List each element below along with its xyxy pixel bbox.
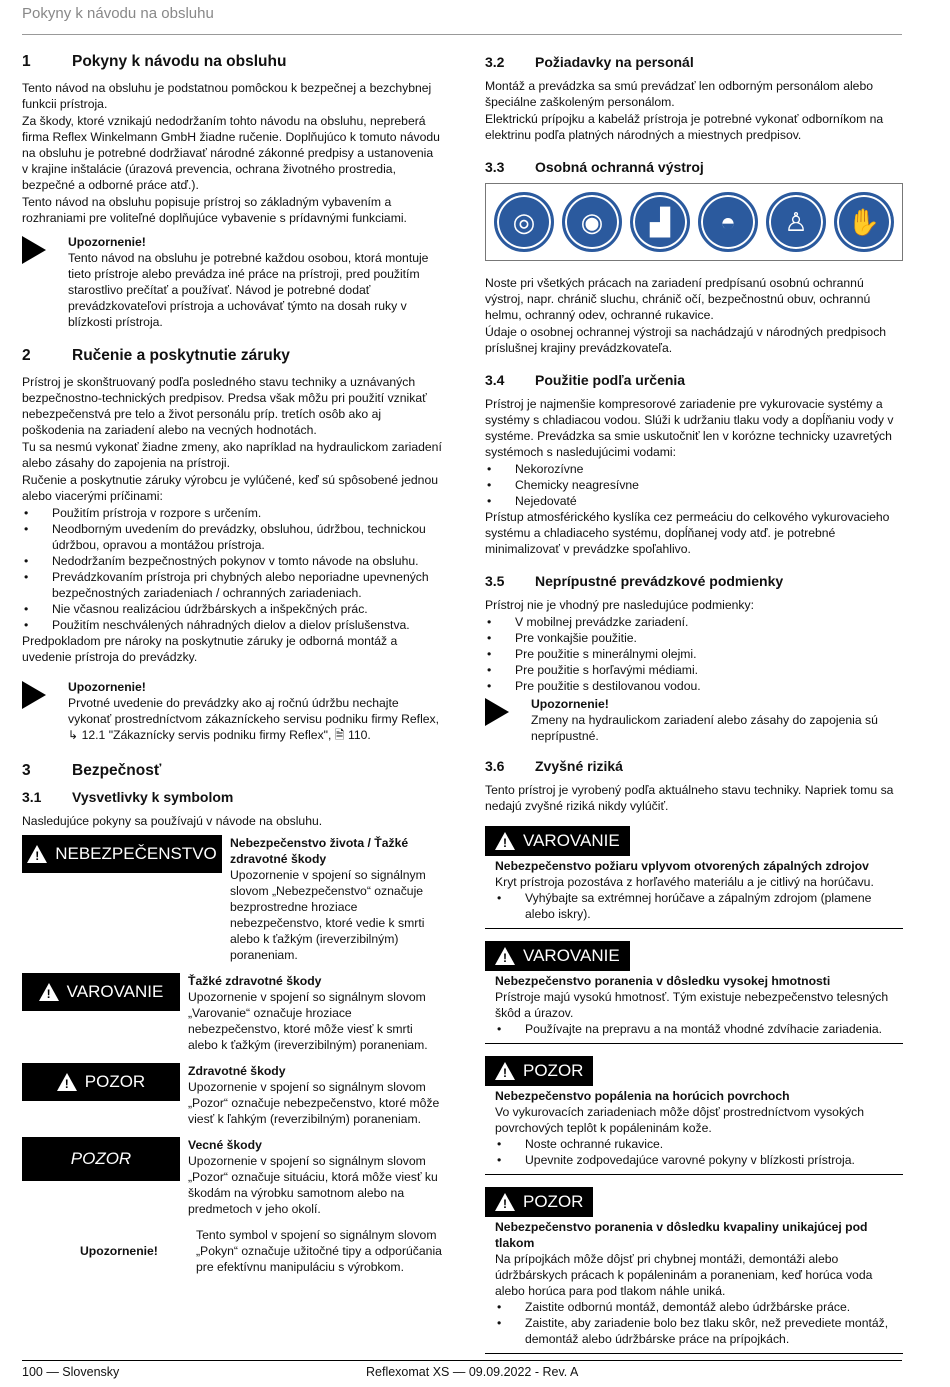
section-3-heading: 3 Bezpečnosť <box>22 762 162 779</box>
paragraph: Prístroj nie je vhodný pre nasledujúce podmienky: <box>485 598 754 612</box>
eye-protection-icon: ◉ <box>562 192 622 252</box>
safety-boots-icon: ▟ <box>630 192 690 252</box>
warning-icon <box>495 832 515 850</box>
footer-page: 100 — Slovensky <box>22 1365 120 1379</box>
paragraph: Za škody, ktoré vznikajú nedodržaním tohto návodu na obsluhu, nepreberá firma Reflex Winkelmann GmbH žiadne ručenie. Doplňujúco k tomuto návodu na obsluhu je potrebné dodržiavať národné zákonné predpisy a ustanovenia v krajine inštalácie (úrazová prevencia, ochrana životného prostredia, bezpečné a odborné práce atď.). <box>22 114 440 192</box>
section-3-6-heading: 3.6 Zvyšné riziká <box>485 758 623 774</box>
caution-signal-word: ! POZOR <box>485 1187 593 1217</box>
section-3-4-heading: 3.4 Použitie podľa určenia <box>485 372 686 388</box>
risk-box: ! POZOR Nebezpečenstvo poranenia v dôsledku kvapaliny unikajúcej pod tlakom Na prípojkách môže dôjsť pri chybnej montáži, demontáži alebo údržbárskych prácach k popáleninám a poraneniam, keď horúca voda alebo horúca para pod tlakom náhle uniká. • Zaistite odbornú montáž, demontáž alebo údržbárske práce. • Zaistite, aby zariadenie bolo bez tlaku skôr, než prevediete montáž, demontáž alebo údržbárske práce na prípojkách. <box>485 1187 903 1354</box>
list-item: • Použitím prístroja v rozpore s určením. <box>22 505 442 521</box>
warning-icon <box>495 1062 515 1080</box>
warning-icon <box>57 1073 77 1091</box>
helmet-icon: ◓ <box>698 192 758 252</box>
list-item: • Nejedovaté <box>485 493 903 509</box>
list-item: • Vyhýbajte sa extrémnej horúčave a zápalným zdrojom (plamene alebo iskry). <box>495 890 903 922</box>
warning-icon <box>495 1193 515 1211</box>
warning-signal-word: ! VAROVANIE <box>22 973 180 1011</box>
paragraph: Prístup atmosférického kyslíka cez permeáciu do celkového vykurovacieho systému a chladiaceho systému, dopĺňanej vody atď. je potrebné minimalizovať v prevádzke spoľahlivo. <box>485 510 890 556</box>
paragraph: Tu sa nesmú vykonať žiadne zmeny, ako napríklad na hydraulickom zariadení alebo zásahy do zapojenia na prístroji. <box>22 440 442 470</box>
paragraph: Nasledujúce pokyny sa používajú v návode na obsluhu. <box>22 814 323 828</box>
risk-box: ! POZOR Nebezpečenstvo popálenia na horúcich povrchoch Vo vykurovacích zariadeniach môže dôjsť prostredníctvom vysokých povrchových teplôt k popáleninám kože. • Noste ochranné rukavice. • Upevnite zodpovedajúce varovné pokyny v blízkosti prístroja. <box>485 1056 903 1175</box>
list-item: • Pre použitie s horľavými médiami. <box>485 662 903 678</box>
paragraph: Prístroj je skonštruovaný podľa posledného stavu techniky a uznávaných bezpečnostno-technických predpisov. Predsa však môžu pri použití vznikať nebezpečenstvá pre telo a život personálu príp. tretích osôb ako aj poškodenia na zariadení alebo na vecných hodnotách. <box>22 375 427 437</box>
warning-signal-word: ! VAROVANIE <box>485 941 630 971</box>
list-item: • Noste ochranné rukavice. <box>495 1136 903 1152</box>
caution-signal-word: ! POZOR <box>22 1063 180 1101</box>
section-3-3-heading: 3.3 Osobná ochranná výstroj <box>485 159 704 175</box>
paragraph: Elektrickú prípojku a kabeláž prístroja je potrebné vykonať odborníkom na elektrinu podľa platných národných a miestnych predpisov. <box>485 112 884 142</box>
section-2-heading: 2 Ručenie a poskytnutie záruky <box>22 347 290 364</box>
note-arrow-icon <box>22 679 68 743</box>
list-item: • Zaistite, aby zariadenie bolo bez tlaku skôr, než prevediete montáž, demontáž alebo údržbárske práce na prípojkách. <box>495 1315 903 1347</box>
risk-box: ! VAROVANIE Nebezpečenstvo požiaru vplyvom otvorených zápalných zdrojov Kryt prístroja pozostáva z horľavého materiálu a je citlivý na horúčavu. • Vyhýbajte sa extrémnej horúčave a zápalným zdrojom (plamene alebo iskry). <box>485 826 903 929</box>
page-header: Pokyny k návodu na obsluhu <box>22 5 214 22</box>
paragraph: Predpokladom pre nároky na poskytnutie záruky je odborná montáž a uvedenie prístroja do prevádzky. <box>22 634 398 664</box>
gloves-icon: ✋ <box>834 192 894 252</box>
header-divider <box>22 34 902 35</box>
sign-pokyn: Upozornenie! Tento symbol v spojení so signálnym slovom „Pokyn“ označuje užitočné tipy a odporúčania pre efektívnu manipuláciu s výrobkom. <box>80 1228 442 1274</box>
section-3-5-heading: 3.5 Neprípustné prevádzkové podmienky <box>485 573 784 589</box>
bullet-list <box>22 505 442 633</box>
section-1-heading: 1 Pokyny k návodu na obsluhu <box>22 53 287 70</box>
caution-signal-word: ! POZOR <box>485 1056 593 1086</box>
sign-caution: ! POZOR Zdravotné škody Upozornenie v spojení so signálnym slovom „Pozor“ označuje nebezpečenstvo, ktoré môže viesť k ľahkým (reverzibilným) poraneniam. <box>22 1063 442 1127</box>
ear-protection-icon: ◎ <box>494 192 554 252</box>
list-item: • Pre použitie s minerálnymi olejmi. <box>485 646 903 662</box>
footer-doc: Reflexomat XS — 09.09.2022 - Rev. A <box>366 1365 579 1379</box>
footer-divider <box>22 1360 902 1361</box>
note-arrow-icon <box>22 234 68 330</box>
sign-notice: POZOR Vecné škody Upozornenie v spojení so signálnym slovom „Pozor“ označuje situáciu, ktorá môže viesť ku škodám na výrobku samotnom alebo na predmetoch v jeho okolí. <box>22 1137 442 1217</box>
note-arrow-icon <box>485 696 531 744</box>
risk-box: ! VAROVANIE Nebezpečenstvo poranenia v dôsledku vysokej hmotnosti Prístroje majú vysokú hmotnosť. Tým existuje nebezpečenstvo telesných škôd a úrazov. • Používajte na prepravu a na montáž vhodné zdvíhacie zariadenia. <box>485 941 903 1044</box>
warning-icon <box>39 983 59 1001</box>
paragraph: Údaje o osobnej ochrannej výstroji sa nachádzajú v národných predpisoch príslušnej krajiny prevádzkovateľa. <box>485 325 887 355</box>
list-item: • Upevnite zodpovedajúce varovné pokyny v blízkosti prístroja. <box>495 1152 903 1168</box>
list-item: • Prevádzkovaním prístroja pri chybných alebo neporiadne upevnených bezpečnostných zariadeniach / ochranných zariadeniach. <box>22 569 442 601</box>
paragraph: Montáž a prevádzka sa smú prevádzať len odborným personálom alebo špeciálne zaškoleným personálom. <box>485 79 874 109</box>
list-item: • Nekorozívne <box>485 461 903 477</box>
danger-signal-word: ! NEBEZPEČENSTVO <box>22 835 222 873</box>
section-3-1-heading: 3.1 Vysvetlivky k symbolom <box>22 789 234 805</box>
note-block: Upozornenie! Zmeny na hydraulickom zariadení alebo zásahy do zapojenia sú neprípustné. <box>485 696 903 744</box>
warning-icon <box>495 947 515 965</box>
paragraph: Prístroj je najmenšie kompresorové zariadenie pre vykurovacie systémy a systémy s chladiacou vodou. Slúži k udržaniu tlaku vody a dopĺňaniu vody v systéme. Prevádzka sa smie uskutočniť len v korózne technicky uzavretých systémoch s nasledujúcimi vodami: <box>485 397 894 459</box>
list-item: • Pre použitie s destilovanou vodou. <box>485 678 903 694</box>
warning-signal-word: ! VAROVANIE <box>485 826 630 856</box>
left-column <box>22 46 442 1285</box>
paragraph: Tento prístroj je vyrobený podľa aktuálneho stavu techniky. Napriek tomu sa nedajú zvyšné riziká nikdy vylúčiť. <box>485 783 894 813</box>
paragraph: Noste pri všetkých prácach na zariadení predpísanú osobnú ochrannú výstroj, napr. chránič sluchu, chránič očí, bezpečnostnú obuv, ochrannú helmu, ochranný odev, ochranné rukavice. <box>485 276 871 322</box>
warning-icon <box>27 845 47 863</box>
ppe-icons <box>485 183 903 261</box>
bullet-list <box>485 461 903 509</box>
list-item: • V mobilnej prevádzke zariadení. <box>485 614 903 630</box>
list-item: • Chemicky neagresívne <box>485 477 903 493</box>
notice-signal-word: POZOR <box>22 1137 180 1181</box>
list-item: • Použitím neschválených náhradných dielov a dielov príslušenstva. <box>22 617 442 633</box>
list-item: • Nie včasnou realizáciou údržbárskych a inšpekčných prác. <box>22 601 442 617</box>
sign-danger: ! NEBEZPEČENSTVO Nebezpečenstvo života / Ťažké zdravotné škody Upozornenie v spojení so signálnym slovom „Nebezpečenstvo“ označuje bezprostredne hroziace nebezpečenstvo, ktoré vedie k smrti alebo k ťažkým (ireverzibilným) poraneniam. <box>22 835 442 963</box>
note-block: Upozornenie! Prvotné uvedenie do prevádzky ako aj ročnú údržbu nechajte vykonať prostredníctvom zákazníckeho servisu podniku firmy Reflex, ↳ 12.1 "Zákaznícky servis podniku firmy Reflex", 🗎 110. <box>22 679 442 743</box>
paragraph: Tento návod na obsluhu je podstatnou pomôckou k bezpečnej a bezchybnej funkcii prístroja. <box>22 81 432 111</box>
list-item: • Pre vonkajšie použitie. <box>485 630 903 646</box>
section-3-2-heading: 3.2 Požiadavky na personál <box>485 54 694 70</box>
sign-warning: ! VAROVANIE Ťažké zdravotné škody Upozornenie v spojení so signálnym slovom „Varovanie“ označuje hroziace nebezpečenstvo, ktoré môže viesť k smrti alebo k ťažkým (ireverzibilným) poraneniam. <box>22 973 442 1053</box>
paragraph: Ručenie a poskytnutie záruky výrobcu je vylúčené, keď sú spôsobené jednou alebo viacerými príčinami: <box>22 473 439 503</box>
paragraph: Tento návod na obsluhu popisuje prístroj so základným vybavením a rozhraniami pre voliteľné doplňujúce vybavenie s prídavnými funkciami. <box>22 195 407 225</box>
list-item: • Neodborným uvedením do prevádzky, obsluhou, údržbou, technickou údržbou, opravou a montážou prístroja. <box>22 521 442 553</box>
protective-suit-icon: ♙ <box>766 192 826 252</box>
note-block: Upozornenie! Tento návod na obsluhu je potrebné každou osobou, ktorá montuje tieto prístroje alebo prevádza iné práce na prístroji, pred použitím starostlivo prečítať a používať. Návod je potrebné dodať prevádzkovateľovi prístroja a uchovávať týmto na dosah ruky v blízkosti prístroja. <box>22 234 442 330</box>
bullet-list <box>485 614 903 694</box>
list-item: • Používajte na prepravu a na montáž vhodné zdvíhacie zariadenia. <box>495 1021 903 1037</box>
list-item: • Zaistite odbornú montáž, demontáž alebo údržbárske práce. <box>495 1299 903 1315</box>
right-column <box>485 46 903 1360</box>
list-item: • Nedodržaním bezpečnostných pokynov v tomto návode na obsluhu. <box>22 553 442 569</box>
